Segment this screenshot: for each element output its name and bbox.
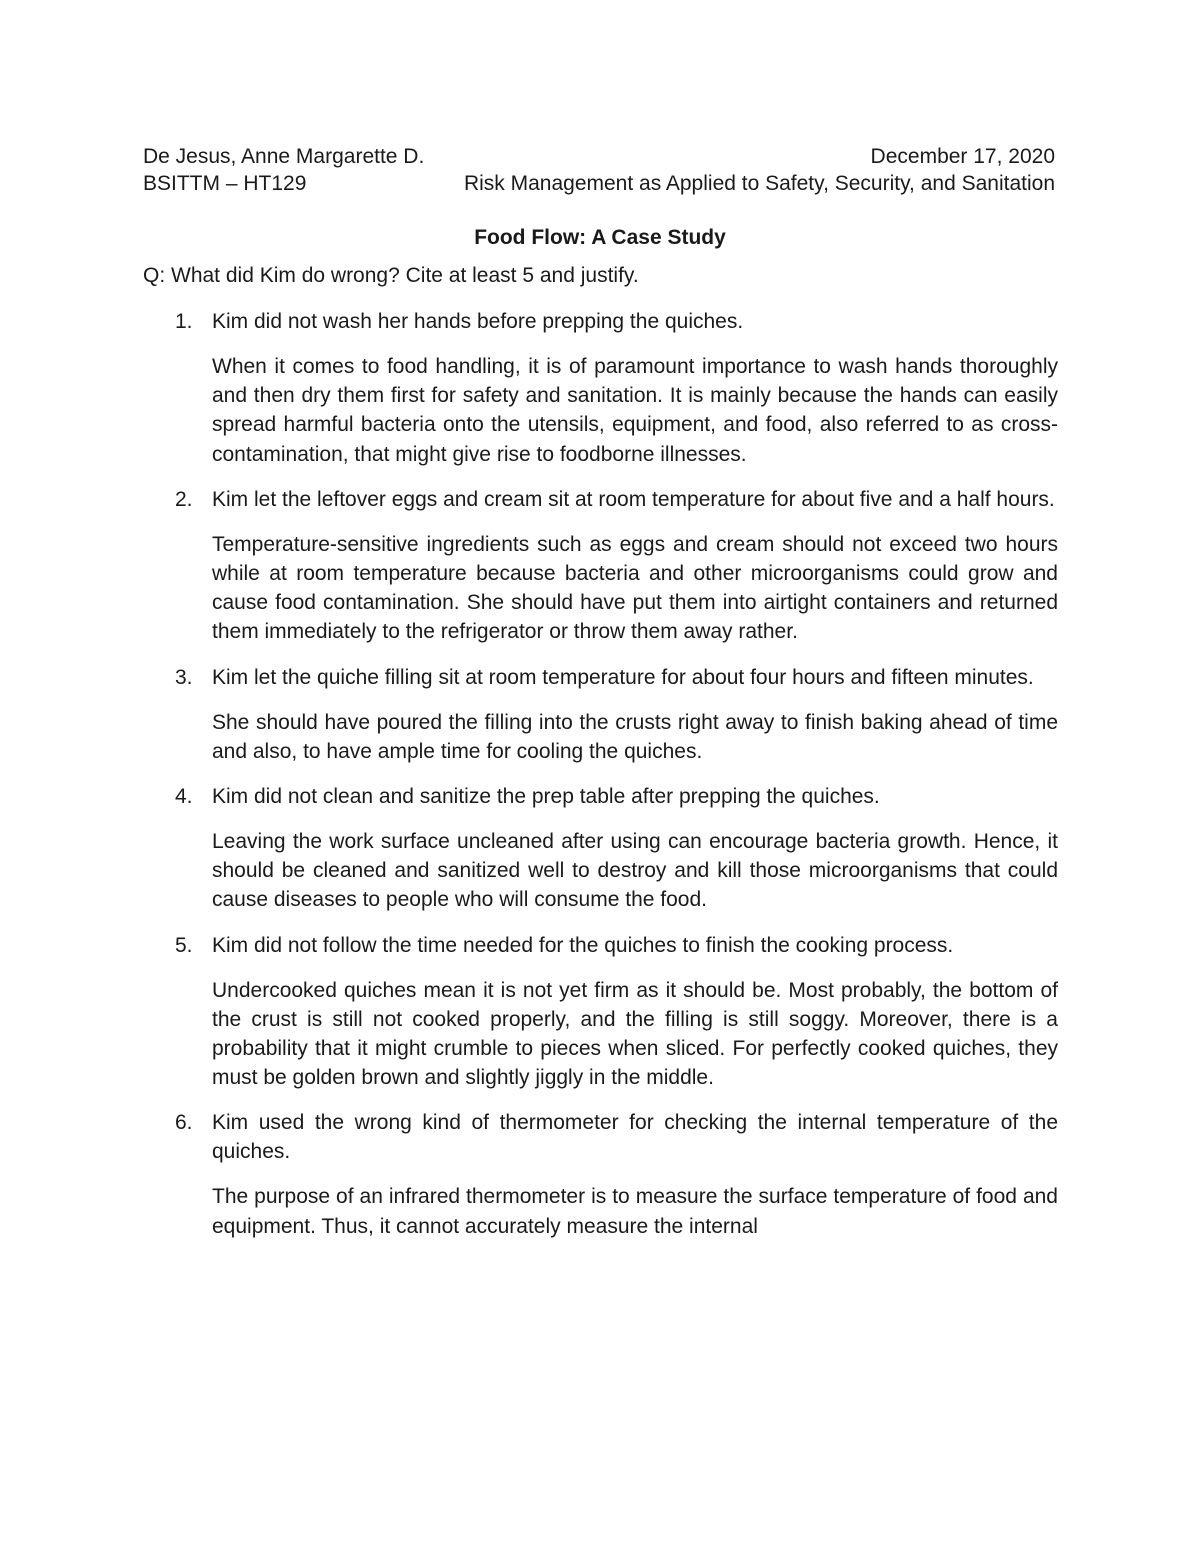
list-item-justification: Undercooked quiches mean it is not yet firm as it should be. Most probably, the bottom of the crust is still not cooked properly, and the filling is still soggy. Moreover, there is a probability that it might crumble to pieces when sliced. For perfectly cooked quiches, they must be golden brown and slightly jiggly in the middle. [212,978,1058,1090]
list-item-text: Kim did not wash her hands before prepping the quiches. [212,310,744,333]
answer-list [143,307,1058,1257]
list-item [143,1108,1058,1240]
list-item [143,782,1058,915]
question-prompt: Q: What did Kim do wrong? Cite at least 5 and justify. [143,264,639,287]
student-name: De Jesus, Anne Margarette D. [143,145,425,168]
list-item-justification: Leaving the work surface uncleaned after using can encourage bacteria growth. Hence, it should be cleaned and sanitized well to destroy and kill those microorganisms that could cause diseases to people who will consume the food. [212,830,1058,912]
list-item-number: 1. [175,310,193,333]
list-item [143,307,1058,469]
document-title: Food Flow: A Case Study [474,226,726,249]
list-item-justification: She should have poured the filling into the crusts right away to finish baking ahead of time and also, to have ample time for cooling the quiches. [212,710,1058,763]
header-row-name-date [143,143,1055,171]
list-item [143,931,1058,1093]
header-row-course-subject [143,170,1055,198]
course-code: BSITTM – HT129 [143,172,307,195]
list-item-text: Kim let the quiche filling sit at room temperature for about four hours and fifteen minutes. [212,665,1034,689]
list-item-number: 6. [175,1111,193,1135]
list-item-text: Kim did not follow the time needed for the quiches to finish the cooking process. [212,933,954,957]
list-item-text: Kim used the wrong kind of thermometer for checking the internal temperature of the quiches. [212,1111,1058,1164]
list-item-number: 4. [175,785,193,809]
list-item-text: Kim did not clean and sanitize the prep table after prepping the quiches. [212,785,880,809]
subject-title: Risk Management as Applied to Safety, Security, and Sanitation [463,172,1055,195]
list-item-number: 5. [175,933,193,957]
list-item-justification: Temperature-sensitive ingredients such as eggs and cream should not exceed two hours while at room temperature because bacteria and other microorganisms could grow and cause food contamination. She should have put them into airtight containers and returned them immediately to the refrigerator or throw them away rather. [212,532,1058,644]
list-item [143,485,1058,647]
list-item-justification: The purpose of an infrared thermometer is to measure the surface temperature of food and equipment. Thus, it cannot accurately measure the internal [212,1185,1058,1238]
list-item-justification: When it comes to food handling, it is of paramount importance to wash hands thoroughly and then dry them first for safety and sanitation. It is mainly because the hands can easily spread harmful bacteria onto the utensils, equipment, and food, also referred to as cross-contamination, that might give rise to foodborne illnesses. [212,355,1058,466]
document-date: December 17, 2020 [870,145,1055,168]
list-item-number: 2. [175,487,193,511]
list-item [143,663,1058,766]
list-item-text: Kim let the leftover eggs and cream sit at room temperature for about five and a half hours. [212,487,1055,511]
list-item-number: 3. [175,665,193,689]
